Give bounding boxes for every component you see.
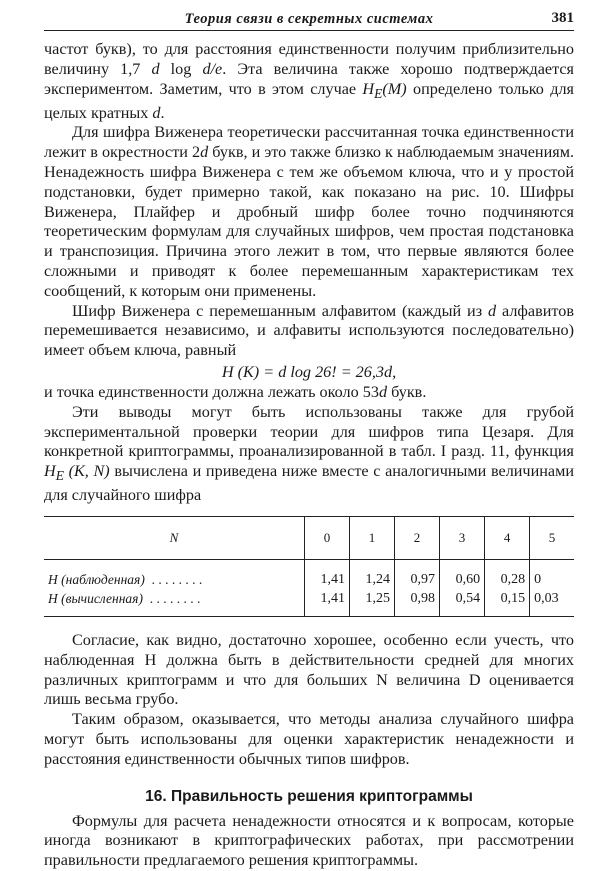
paragraph-5: Эти выводы могут быть использованы также для грубой экспериментальной проверки теории для шифров типа Цезаря. Для конкретной криптограммы, проанализированной в табл. I разд. 11, функция $H_E$ (K, N) вычислена и приведена ниже вместе с аналогичными величинами для случайного шифра: [44, 402, 574, 505]
table-col-header: 0: [305, 517, 350, 560]
running-header: [44, 8, 574, 31]
table-cell: 1,41: [305, 589, 350, 617]
page-body: [44, 40, 574, 871]
table-cell: 0,15: [485, 589, 530, 617]
table-cell: 1,24: [350, 560, 395, 590]
table-cell: 0,54: [440, 589, 485, 617]
paragraph-7: Таким образом, оказывается, что методы анализа случайного шифра могут быть использованы для оценки характеристик ненадежности и расстояния единственности обычных типов шифров.: [44, 710, 574, 768]
table-header-n: N: [44, 517, 305, 560]
paragraph-6: Согласие, как видно, достаточно хорошее, особенно если учесть, что наблюденная H должна быть в действительности средней для многих различных криптограмм и что для больших N величина D оценивается лишь весьма грубо.: [44, 631, 574, 709]
table-header-row: [44, 517, 574, 560]
table-col-header: 5: [530, 517, 574, 560]
running-title: Теория связи в секретных системах: [184, 11, 434, 27]
page-number: 381: [551, 10, 574, 26]
section-heading: 16. Правильность решения криптограммы: [145, 787, 473, 805]
table-cell: 0: [530, 560, 574, 590]
table-col-header: 1: [350, 517, 395, 560]
table-col-header: 2: [395, 517, 440, 560]
table-cell: 0,98: [395, 589, 440, 617]
row-label: H (вычисленная) . . . . . . . .: [44, 589, 305, 617]
table-cell: 1,25: [350, 589, 395, 617]
paragraph-4: и точка единственности должна лежать около 53d букв.: [44, 382, 427, 401]
table-cell: 0,03: [530, 589, 574, 617]
table-col-header: 3: [440, 517, 485, 560]
paragraph-8: Формулы для расчета ненадежности относятся и к вопросам, которые иногда возникают в криптографических работах, при рассмотрении правильности предлагаемого решения криптограммы.: [44, 811, 574, 870]
table-cell: 0,28: [485, 560, 530, 590]
table-row: [44, 560, 574, 590]
key-size-formula: H (K) = d log 26! = 26,3d,: [221, 362, 397, 381]
equivocation-table: [44, 516, 574, 617]
paragraph-2: Для шифра Виженера теоретически рассчитанная точка единственности лежит в окрестности 2d букв, и это также близко к наблюдаемым значениям. Ненадежность шифра Виженера с тем же объемом ключа, что и у простой подстановки, будет примерно такой, как показано на рис. 10. Шифры Виженера, Плайфер и дробный шифр более точно подчиняются теоретическим формулам для случайных шифров, чем простая подстановка и транспозиция. Причина этого лежит в том, что первые являются более сложными и приводят к более перемешанным характеристикам тех сообщений, к которым они применены.: [44, 123, 574, 300]
table-cell: 1,41: [305, 560, 350, 590]
table-row: [44, 589, 574, 617]
paragraph-3: Шифр Виженера с перемешанным алфавитом (каждый из d алфавитов перемешивается независимо, и алфавиты используются последовательно) имеет объем ключа, равный: [44, 301, 575, 360]
row-label: H (наблюденная) . . . . . . . .: [48, 571, 203, 587]
table-cell: 0,97: [395, 560, 440, 590]
paragraph-1: частот букв), то для расстояния единственности получим приблизительно величину 1,7 d log d/e. Эта величина также хорошо подтверждается экспериментом. Заметим, что в этом случае $H_E(M)$ определено только для целых кратных d.: [44, 40, 574, 122]
table-cell: 0,60: [440, 560, 485, 590]
table-col-header: 4: [485, 517, 530, 560]
